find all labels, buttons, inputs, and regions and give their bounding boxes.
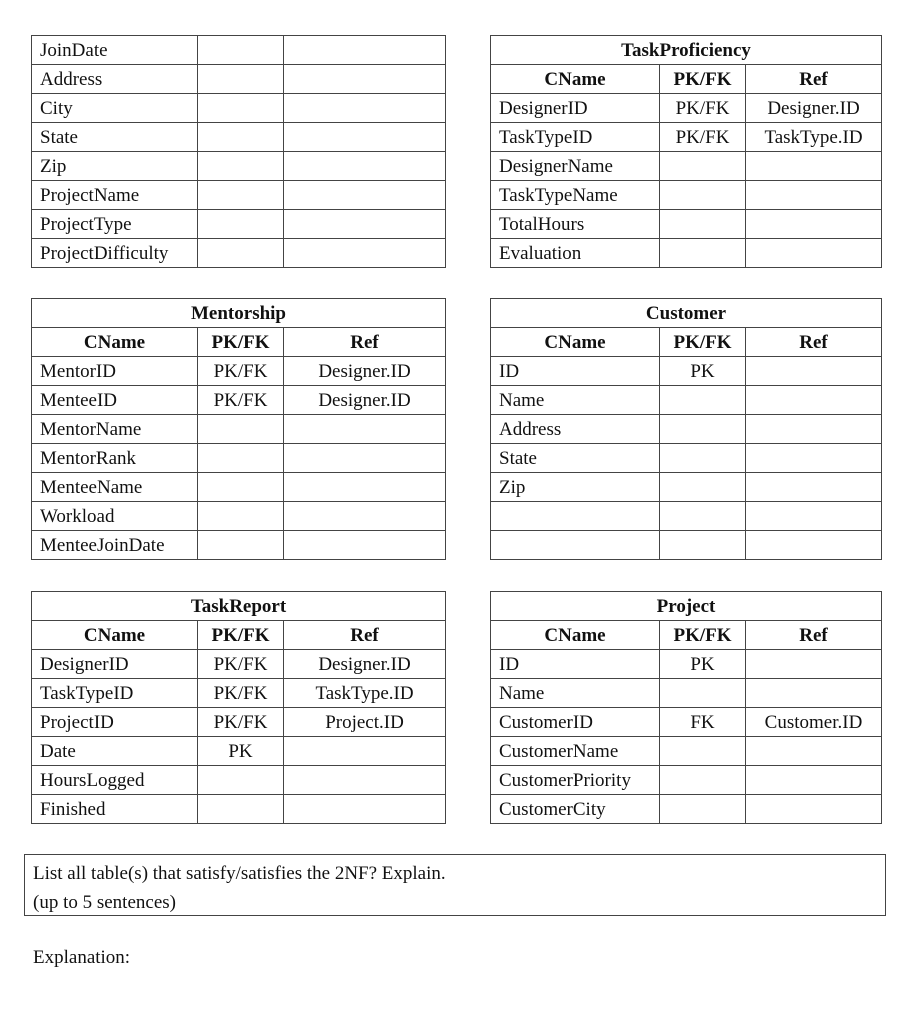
table-row [491,181,882,210]
table-title-row [491,592,882,621]
table-header-row [32,621,446,650]
table-row [32,650,446,679]
cell-pkfk: PK [198,737,284,766]
cell-ref [746,650,882,679]
table-header-row [491,328,882,357]
column-header-cname: CName [32,328,198,357]
cell-pkfk [198,36,284,65]
column-header-ref: Ref [284,621,446,650]
table-title-row [32,592,446,621]
column-header-pkfk: PK/FK [660,621,746,650]
table-row [32,415,446,444]
table-row [32,708,446,737]
cell-ref [746,415,882,444]
cell-cname: CustomerPriority [491,766,660,795]
cell-pkfk: PK [660,357,746,386]
table-row [491,239,882,268]
table-row [491,123,882,152]
cell-ref [746,531,882,560]
table-header-row [32,328,446,357]
cell-pkfk [198,444,284,473]
designer-table-continued [31,35,446,268]
cell-ref [284,123,446,152]
cell-ref [284,152,446,181]
cell-pkfk [198,766,284,795]
cell-ref [746,737,882,766]
cell-pkfk [660,737,746,766]
cell-cname: MentorID [32,357,198,386]
cell-pkfk [660,766,746,795]
cell-ref [746,444,882,473]
cell-ref [746,386,882,415]
table-row [491,737,882,766]
cell-pkfk: PK/FK [198,357,284,386]
cell-ref [746,152,882,181]
cell-pkfk [198,531,284,560]
table-row [32,795,446,824]
table-row [32,679,446,708]
cell-ref: TaskType.ID [746,123,882,152]
cell-pkfk [198,152,284,181]
cell-cname: Zip [491,473,660,502]
cell-ref [746,473,882,502]
cell-ref [746,766,882,795]
mentorship-table [31,298,446,560]
cell-pkfk [660,473,746,502]
table-row [491,473,882,502]
table-row [32,65,446,94]
cell-ref [746,679,882,708]
cell-pkfk [660,795,746,824]
cell-pkfk [660,181,746,210]
cell-ref [284,795,446,824]
cell-cname: Finished [32,795,198,824]
table-row [491,152,882,181]
table-row [491,679,882,708]
column-header-cname: CName [491,621,660,650]
table-row [32,357,446,386]
table-title: Customer [491,299,882,328]
cell-ref [284,239,446,268]
table-title: Mentorship [32,299,446,328]
cell-cname: State [32,123,198,152]
cell-cname [491,502,660,531]
column-header-pkfk: PK/FK [198,328,284,357]
cell-cname: DesignerName [491,152,660,181]
cell-cname: MentorRank [32,444,198,473]
cell-cname: ID [491,357,660,386]
cell-cname: Zip [32,152,198,181]
cell-cname: MenteeID [32,386,198,415]
cell-pkfk [660,502,746,531]
cell-pkfk [660,415,746,444]
table-row [491,766,882,795]
table-title: Project [491,592,882,621]
question-text: List all table(s) that satisfy/satisfies the 2NF? Explain. [33,863,446,884]
column-header-ref: Ref [284,328,446,357]
table-row [32,123,446,152]
cell-pkfk: PK/FK [198,679,284,708]
table-row [32,444,446,473]
cell-pkfk: PK [660,650,746,679]
question-box [24,854,886,916]
cell-cname: ProjectType [32,210,198,239]
cell-pkfk [198,210,284,239]
cell-cname: ProjectID [32,708,198,737]
column-header-cname: CName [491,328,660,357]
cell-pkfk: PK/FK [198,386,284,415]
table-row [491,386,882,415]
cell-cname: Workload [32,502,198,531]
table-row [32,181,446,210]
table-row [491,795,882,824]
cell-pkfk [660,444,746,473]
table-row [32,36,446,65]
cell-cname: ID [491,650,660,679]
cell-cname: TaskTypeID [32,679,198,708]
cell-pkfk [198,123,284,152]
cell-ref [284,210,446,239]
cell-ref [284,36,446,65]
table-title: TaskProficiency [491,36,882,65]
cell-cname: HoursLogged [32,766,198,795]
cell-pkfk [660,210,746,239]
cell-pkfk [198,795,284,824]
cell-cname: City [32,94,198,123]
cell-cname: DesignerID [32,650,198,679]
cell-ref [284,473,446,502]
cell-ref [284,502,446,531]
table-row [491,94,882,123]
cell-cname [491,531,660,560]
cell-pkfk [198,181,284,210]
table-title: TaskReport [32,592,446,621]
cell-pkfk [198,502,284,531]
table-row [32,502,446,531]
explanation-label: Explanation: [33,947,131,968]
cell-pkfk [660,386,746,415]
table-row [32,152,446,181]
cell-ref: Designer.ID [284,386,446,415]
column-header-pkfk: PK/FK [660,65,746,94]
column-header-cname: CName [491,65,660,94]
cell-pkfk: PK/FK [660,94,746,123]
table-row [491,357,882,386]
cell-pkfk [198,94,284,123]
cell-cname: Address [32,65,198,94]
cell-ref [746,795,882,824]
column-header-ref: Ref [746,621,882,650]
cell-pkfk: PK/FK [198,650,284,679]
cell-cname: DesignerID [491,94,660,123]
table-header-row [491,621,882,650]
project-table [490,591,882,824]
cell-ref [284,766,446,795]
cell-cname: CustomerName [491,737,660,766]
table-title-row [32,299,446,328]
cell-ref [284,444,446,473]
table-row [491,502,882,531]
cell-pkfk: FK [660,708,746,737]
cell-pkfk [660,679,746,708]
cell-ref: Project.ID [284,708,446,737]
cell-cname: Name [491,679,660,708]
table-row [491,650,882,679]
customer-table [490,298,882,560]
cell-ref [746,502,882,531]
cell-cname: TaskTypeName [491,181,660,210]
table-header-row [491,65,882,94]
cell-cname: ProjectDifficulty [32,239,198,268]
cell-ref [746,210,882,239]
cell-cname: Evaluation [491,239,660,268]
table-row [32,94,446,123]
cell-pkfk: PK/FK [198,708,284,737]
cell-cname: Name [491,386,660,415]
taskproficiency-table [490,35,882,268]
cell-ref: Designer.ID [746,94,882,123]
cell-cname: Address [491,415,660,444]
cell-cname: State [491,444,660,473]
column-header-ref: Ref [746,328,882,357]
cell-ref [284,94,446,123]
cell-ref [746,181,882,210]
cell-pkfk [660,239,746,268]
cell-pkfk [198,415,284,444]
column-header-pkfk: PK/FK [198,621,284,650]
cell-cname: TotalHours [491,210,660,239]
cell-cname: MentorName [32,415,198,444]
cell-pkfk [198,239,284,268]
cell-ref: Designer.ID [284,357,446,386]
table-row [491,210,882,239]
cell-ref [284,65,446,94]
column-header-ref: Ref [746,65,882,94]
cell-ref [746,239,882,268]
cell-cname: TaskTypeID [491,123,660,152]
table-row [491,531,882,560]
table-row [32,737,446,766]
table-row [32,239,446,268]
cell-pkfk: PK/FK [660,123,746,152]
cell-pkfk [198,65,284,94]
table-title-row [491,299,882,328]
table-row [32,386,446,415]
table-row [32,531,446,560]
cell-pkfk [198,473,284,502]
column-header-pkfk: PK/FK [660,328,746,357]
cell-cname: JoinDate [32,36,198,65]
cell-ref [284,531,446,560]
table-title-row [491,36,882,65]
cell-ref: Designer.ID [284,650,446,679]
cell-cname: MenteeJoinDate [32,531,198,560]
table-row [32,210,446,239]
cell-cname: CustomerID [491,708,660,737]
cell-ref [284,737,446,766]
question-note: (up to 5 sentences) [33,892,176,913]
cell-ref [284,415,446,444]
table-row [491,415,882,444]
column-header-cname: CName [32,621,198,650]
cell-cname: CustomerCity [491,795,660,824]
table-row [491,708,882,737]
cell-ref [746,357,882,386]
table-row [32,766,446,795]
taskreport-table [31,591,446,824]
cell-cname: ProjectName [32,181,198,210]
cell-pkfk [660,531,746,560]
cell-cname: MenteeName [32,473,198,502]
cell-pkfk [660,152,746,181]
table-row [491,444,882,473]
table-row [32,473,446,502]
cell-cname: Date [32,737,198,766]
cell-ref [284,181,446,210]
cell-ref: Customer.ID [746,708,882,737]
cell-ref: TaskType.ID [284,679,446,708]
